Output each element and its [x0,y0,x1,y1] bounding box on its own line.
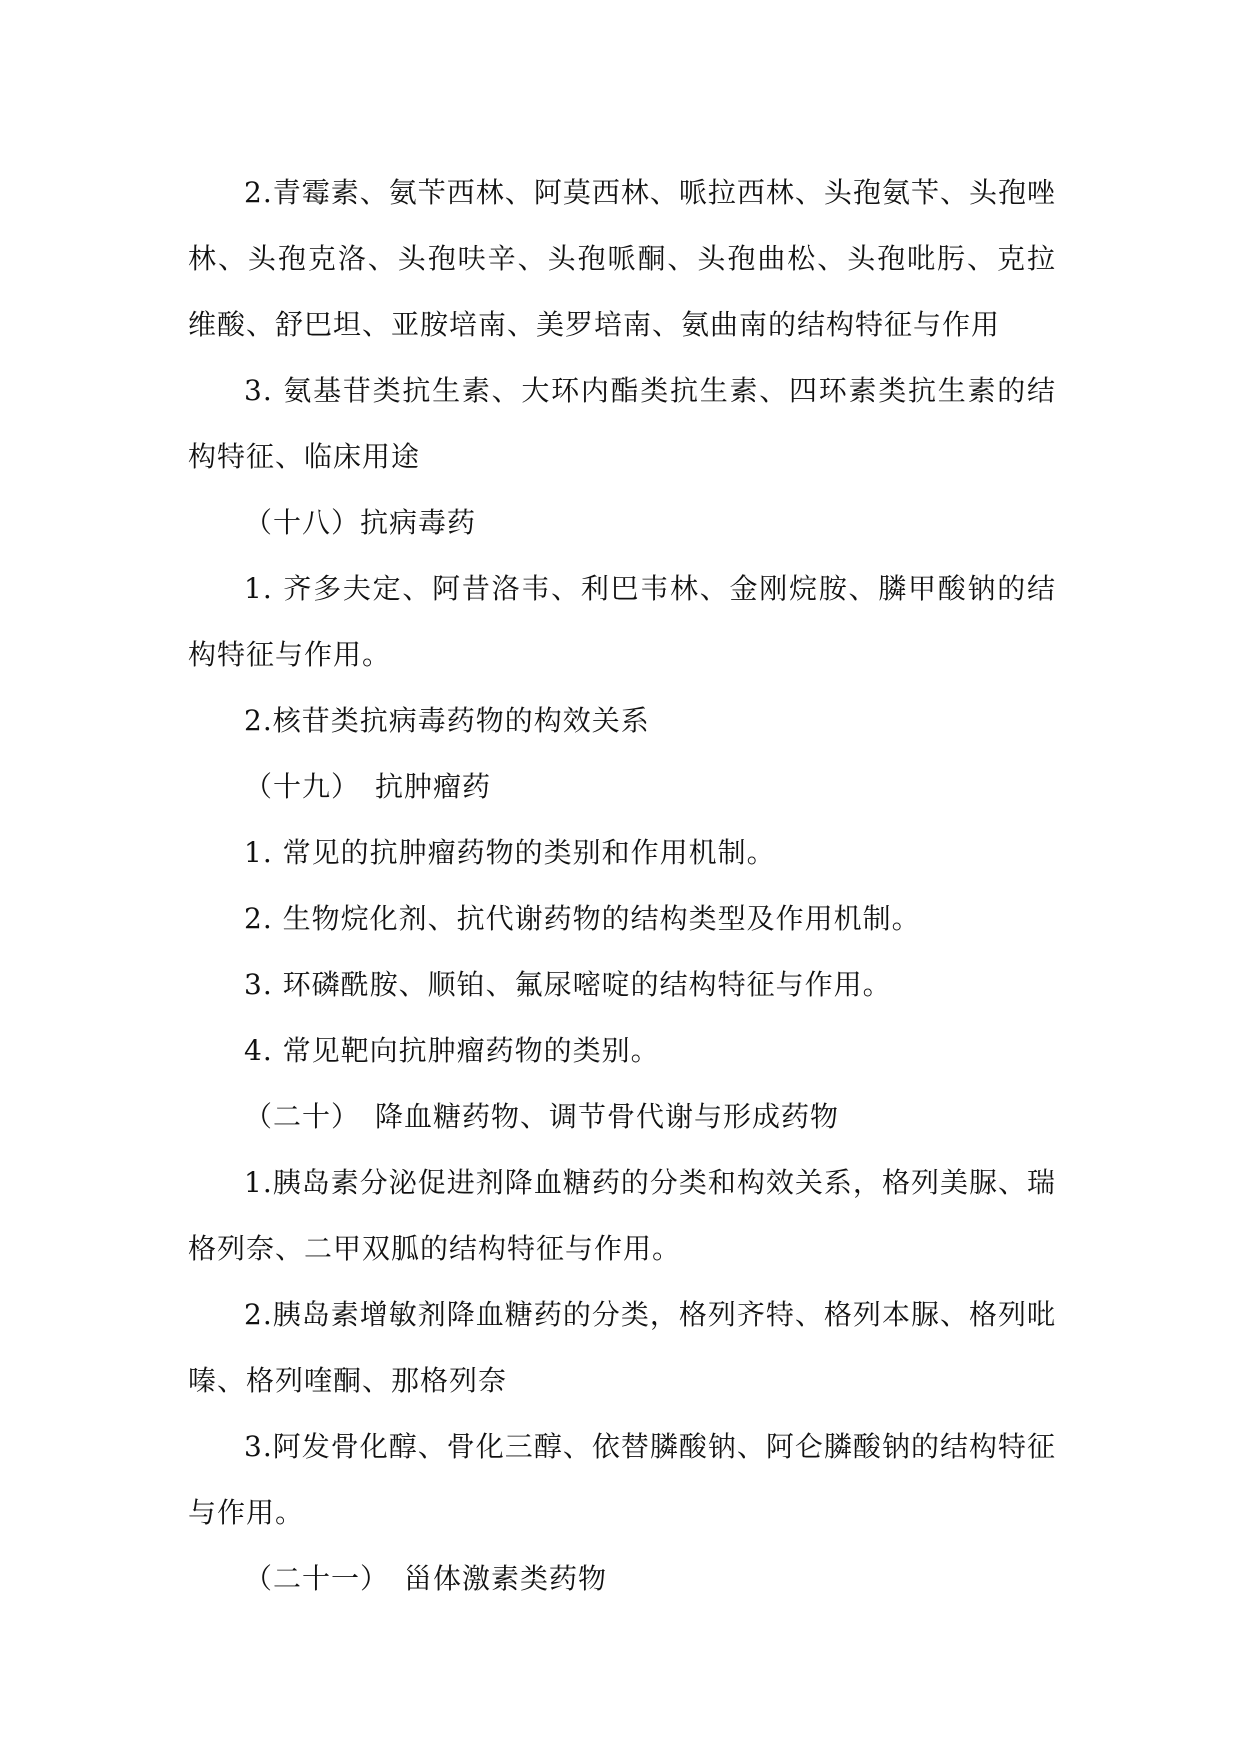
section-heading-steroid-hormones: （二十一） 甾体激素类药物 [244,1562,608,1595]
paragraph-insulin-sensitizers: 2.胰岛素增敏剂降血糖药的分类，格列齐特、格列本脲、格列吡嗪、格列喹酮、那格列奈 [188,1298,1056,1397]
section-heading-antitumor: （十九） 抗肿瘤药 [244,770,492,803]
paragraph-antiviral-structures: 1. 齐多夫定、阿昔洛韦、利巴韦林、金刚烷胺、膦甲酸钠的结构特征与作用。 [188,572,1056,671]
paragraph-targeted-antitumor: 4. 常见靶向抗肿瘤药物的类别。 [244,1034,660,1067]
paragraph-aminoglycosides-macrolides-tetracyclines: 3. 氨基苷类抗生素、大环内酯类抗生素、四环素类抗生素的结构特征、临床用途 [188,374,1056,473]
paragraph-alkylating-antimetabolites: 2. 生物烷化剂、抗代谢药物的结构类型及作用机制。 [244,902,921,935]
paragraph-bone-metabolism-drugs: 3.阿发骨化醇、骨化三醇、依替膦酸钠、阿仑膦酸钠的结构特征与作用。 [188,1430,1056,1529]
paragraph-penicillins-cephalosporins: 2.青霉素、氨苄西林、阿莫西林、哌拉西林、头孢氨苄、头孢唑林、头孢克洛、头孢呋辛、头孢哌酮、头孢曲松、头孢吡肟、克拉维酸、舒巴坦、亚胺培南、美罗培南、氨曲南的结构特征与作用 [188,176,1056,341]
paragraph-cyclophosphamide-cisplatin: 3. 环磷酰胺、顺铂、氟尿嘧啶的结构特征与作用。 [244,968,892,1001]
section-heading-antiviral: （十八）抗病毒药 [244,506,477,539]
section-heading-hypoglycemic-bone: （二十） 降血糖药物、调节骨代谢与形成药物 [244,1100,840,1133]
paragraph-antitumor-categories: 1. 常见的抗肿瘤药物的类别和作用机制。 [244,836,776,869]
document-body [188,160,1056,1612]
paragraph-insulin-secretagogues: 1.胰岛素分泌促进剂降血糖药的分类和构效关系，格列美脲、瑞格列奈、二甲双胍的结构特征与作用。 [188,1166,1056,1265]
paragraph-nucleoside-sar: 2.核苷类抗病毒药物的构效关系 [244,704,650,737]
